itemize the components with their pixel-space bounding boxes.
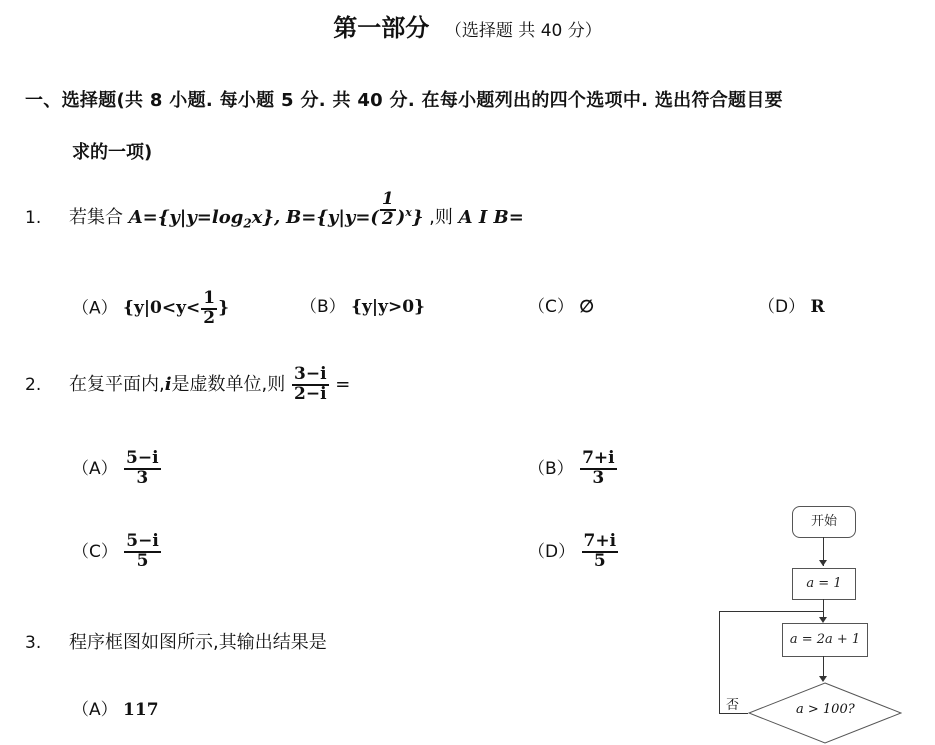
q1-option-a[interactable]: （A） {y|0<y< $\frac{1}{2}$ }: [72, 288, 230, 328]
flowchart-start: 开始: [792, 506, 856, 538]
flowchart-no-label: 否: [726, 698, 740, 713]
q2-option-a[interactable]: （A） $\frac{5-i}{3}$: [72, 448, 159, 488]
section-instructions: 一、选择题(共 8 小题. 每小题 5 分. 共 40 分. 在每小题列出的四个选项中. 选出符合题目要: [25, 90, 783, 111]
question-1: [25, 189, 524, 231]
q1-option-d[interactable]: （D） R: [758, 297, 825, 317]
flowchart-condition: a > 100?: [796, 702, 855, 717]
set-a: $A=\{y|y=\log_2x\}$,: [128, 207, 281, 231]
question-number: 1.: [25, 208, 42, 228]
question-expression: A I B=: [458, 207, 524, 228]
option-label: （D）: [758, 297, 806, 317]
q2-option-b[interactable]: （B） $\frac{7+i}{3}$: [528, 448, 615, 488]
option-label: （B）: [528, 458, 574, 479]
question-number: 3.: [25, 633, 42, 653]
q2-option-c[interactable]: （C） $\frac{5-i}{5}$: [72, 531, 159, 571]
q3-option-a[interactable]: （A） 117: [72, 700, 159, 720]
question-2: 2. 在复平面内,i是虚数单位,则 $\frac{3-i}{2-i}$ =: [25, 364, 351, 404]
question-3: [25, 628, 327, 654]
question-text: 程序框图如图所示,其输出结果是: [68, 632, 327, 653]
flowchart-init: a = 1: [792, 568, 856, 600]
q1-option-b[interactable]: （B） {y|y>0}: [300, 297, 425, 317]
flowchart-update: a = 2a + 1: [782, 623, 868, 657]
section-instructions-cont: 求的一项): [72, 142, 153, 163]
option-label: （A）: [72, 700, 118, 720]
question-number: 2.: [25, 374, 42, 395]
question-connector: ,则: [429, 207, 453, 228]
question-text: 在复平面内,: [68, 373, 165, 395]
part-title-main: 第一部分: [333, 13, 430, 42]
question-text: 若集合: [68, 207, 123, 228]
option-label: （C）: [528, 297, 574, 317]
option-label: （D）: [528, 541, 576, 562]
option-label: （B）: [300, 297, 346, 317]
part-title-subtitle: （选择题 共 40 分）: [444, 21, 602, 41]
q2-option-d[interactable]: （D） $\frac{7+i}{5}$: [528, 531, 617, 571]
set-b: B={y|y=( $\frac{1}{2}$ )$^x$}: [285, 189, 424, 229]
q1-option-c[interactable]: （C） ∅: [528, 297, 595, 317]
option-label: （A）: [72, 298, 118, 319]
question-fraction: $\frac{3-i}{2-i}$: [294, 364, 327, 404]
part-title: [0, 8, 935, 43]
option-label: （A）: [72, 458, 118, 479]
flowchart: [700, 500, 935, 745]
option-label: （C）: [72, 541, 118, 562]
